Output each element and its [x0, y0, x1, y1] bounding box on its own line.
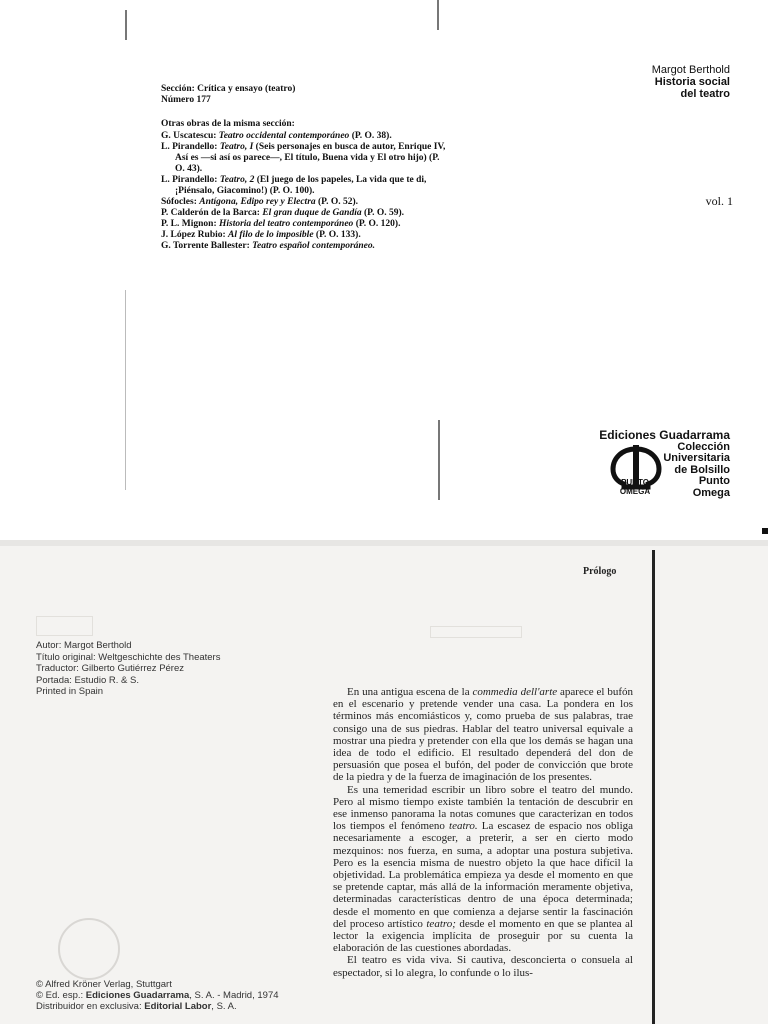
other-work-entry: G. Uscatescu: Teatro occidental contemporáneo (P. O. 38).	[161, 131, 392, 141]
page-crease	[125, 10, 127, 40]
other-work-entry: P. Calderón de la Barca: El gran duque de Gandía (P. O. 59).	[161, 208, 404, 218]
book-title-line: del teatro	[680, 88, 730, 100]
copyright-line: © Ed. esp.: Ediciones Guadarrama, S. A. - Madrid, 1974	[36, 990, 279, 1001]
other-work-entry: L. Pirandello: Teatro, I (Seis personajes en busca de autor, Enrique IV, Así es —si así os parece—, El título, Buena vida y El otro hijo) (P. O. 43).	[161, 142, 446, 174]
credit-line: Autor: Margot Berthold	[36, 640, 132, 651]
publisher-line: Colección	[677, 440, 730, 453]
other-work-entry: P. L. Mignon: Historia del teatro contemporáneo (P. O. 120).	[161, 219, 401, 229]
publisher-name: Ediciones Guadarrama	[599, 428, 730, 442]
credit-line: Printed in Spain	[36, 686, 104, 697]
prologue-title: Prólogo	[583, 566, 617, 577]
section-number: Número 177	[161, 95, 211, 105]
other-work-entry: J. López Rubio: Al filo de lo imposible (P. O. 133).	[161, 230, 361, 240]
credit-line: Portada: Estudio R. & S.	[36, 674, 139, 686]
edge-mark	[762, 528, 768, 534]
credit-line: Título original: Weltgeschichte des Theaters	[36, 651, 221, 663]
other-works-list	[161, 119, 451, 252]
page-crease	[438, 420, 440, 500]
credit-line: Traductor: Gilberto Gutiérrez Pérez	[36, 663, 185, 674]
section-line: Sección: Crítica y ensayo (teatro)	[161, 84, 296, 94]
copyright-block	[36, 979, 279, 1012]
copyright-line: Distribuidor en exclusiva: Editorial Labor, S. A.	[36, 1001, 237, 1012]
other-work-entry: L. Pirandello: Teatro, 2 (El juego de los papeles, La vida que te di, ¡Piénsalo, Giacomino!) (P. O. 100).	[161, 175, 427, 196]
book-author-title	[652, 64, 730, 100]
prologue-paragraph: En una antigua escena de la commedia dell'arte aparece el bufón en el escenario y pretende vender una casa. La pondera en los términos más encomiásticos y, como prueba de sus palabras, trae consigo una de sus piedras. Hablar del teatro universal equivale a mostrar una piedra y pretender con ella que los demás se hagan una idea de todo el edificio. El resultado dependerá del don de persuasión que posea el bufón, del poder de convicción que brote de la piedra y de la fuerza de imaginación de los presentes.	[333, 686, 633, 784]
other-work-entry: Sófocles: Antígona, Edipo rey y Electra (P. O. 52).	[161, 197, 359, 207]
other-works-heading: Otras obras de la misma sección:	[161, 119, 295, 129]
page-crease	[437, 0, 439, 30]
page-edge-bar	[652, 550, 655, 1024]
page-crease	[125, 290, 126, 490]
show-through	[36, 616, 93, 636]
show-through	[430, 626, 522, 638]
logo-caption: PUNTO OMEGA	[619, 478, 651, 496]
publisher-line: Punto	[698, 475, 730, 487]
copyright-line: © Alfred Kröner Verlag, Stuttgart	[36, 979, 172, 990]
publisher-line: Universitaria	[663, 452, 730, 464]
prologue-text	[333, 686, 633, 979]
book-title-line: Historia social	[654, 76, 730, 88]
publisher-line: de Bolsillo	[674, 463, 730, 476]
section-info	[161, 84, 295, 106]
publisher-block	[599, 430, 730, 499]
other-work-entry: G. Torrente Ballester: Teatro español contemporáneo.	[161, 241, 376, 251]
prologue-paragraph: Es una temeridad escribir un libro sobre el teatro del mundo. Pero al mismo tiempo existe también la tentación de descubrir en ese inmenso panorama la notas comunes que caracterizan en todos los tiempos el fenómeno teatro. La escasez de espacio nos obliga necesariamente a escoger, a preterir, a ser en cierto modo mezquinos: nos fuerza, en suma, a adoptar una postura subjetiva. Pero es la esencia misma de nuestro objeto la que hace difícil la objetividad. La problemática empieza ya desde el momento en que se pretende captar, más allá de la información meramente objetiva, determinadas características dentro de una época determinada; desde el momento en que comienza a dejarse sentir la fascinación del proceso artístico teatro; desde el momento en que se plantea al lector la exigencia implícita de proseguir por su cuenta la elaboración de las cuestiones abordadas.	[333, 783, 634, 955]
library-stamp-icon	[58, 918, 120, 980]
publisher-line: Omega	[692, 486, 730, 499]
credits-block	[36, 640, 220, 698]
prologue-paragraph: El teatro es vida viva. Si cautiva, desconcierta o consuela al espectador, si lo alegra, lo confunde o lo ilus-	[333, 954, 633, 979]
volume-label: vol. 1	[705, 194, 733, 208]
author-name: Margot Berthold	[651, 64, 730, 76]
